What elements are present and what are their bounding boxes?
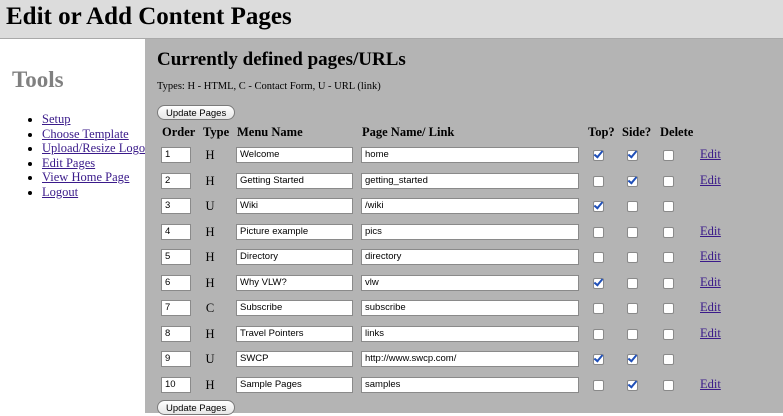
delete-checkbox[interactable]: [663, 201, 674, 212]
menu-name-input[interactable]: Directory: [236, 249, 353, 265]
side-checkbox[interactable]: [627, 380, 638, 391]
table-row: [145, 222, 783, 242]
table-row: [145, 171, 783, 191]
upload-resize-logo-link[interactable]: Upload/Resize Logo: [42, 141, 146, 155]
type-code: H: [205, 250, 215, 264]
tools-item-logout: [42, 185, 152, 200]
type-code: H: [205, 224, 215, 239]
delete-checkbox[interactable]: [663, 150, 674, 161]
section-heading: Currently defined pages/URLs: [157, 49, 406, 70]
side-checkbox[interactable]: [627, 354, 638, 365]
order-input[interactable]: 7: [161, 300, 191, 316]
tools-item-edit-pages: [42, 156, 152, 171]
type-code: C: [205, 301, 215, 315]
header-type: Type: [203, 125, 230, 139]
top-checkbox[interactable]: [593, 201, 604, 212]
type-code: H: [205, 326, 215, 341]
delete-checkbox[interactable]: [663, 303, 674, 314]
type-code: H: [205, 148, 215, 162]
tools-heading: Tools: [12, 67, 64, 92]
delete-checkbox[interactable]: [663, 227, 674, 238]
delete-checkbox[interactable]: [663, 278, 674, 289]
type-code: U: [205, 352, 215, 366]
delete-checkbox[interactable]: [663, 380, 674, 391]
menu-name-input[interactable]: Getting Started: [236, 173, 353, 189]
tools-item-upload-logo: [42, 141, 152, 156]
top-checkbox[interactable]: [593, 303, 604, 314]
delete-checkbox[interactable]: [663, 252, 674, 263]
page-name-input[interactable]: pics: [361, 224, 579, 240]
logout-link[interactable]: Logout: [42, 184, 79, 199]
header-top: Top?: [588, 125, 615, 139]
page-name-input[interactable]: subscribe: [361, 300, 579, 316]
table-row: [145, 298, 783, 318]
top-checkbox[interactable]: [593, 150, 604, 161]
update-pages-button-top[interactable]: Update Pages: [157, 105, 235, 120]
table-row: [145, 196, 783, 216]
delete-checkbox[interactable]: [663, 176, 674, 187]
top-checkbox[interactable]: [593, 227, 604, 238]
side-checkbox[interactable]: [627, 329, 638, 340]
menu-name-input[interactable]: Wiki: [236, 198, 353, 214]
top-checkbox[interactable]: [593, 329, 604, 340]
header-order: Order: [162, 125, 196, 139]
side-checkbox[interactable]: [627, 303, 638, 314]
edit-link[interactable]: Edit: [700, 325, 721, 340]
page-name-input[interactable]: home: [361, 147, 579, 163]
tools-item-setup: [42, 112, 152, 127]
edit-link[interactable]: Edit: [700, 300, 721, 314]
order-input[interactable]: 1: [161, 147, 191, 163]
menu-name-input[interactable]: Travel Pointers: [236, 326, 353, 342]
page-name-input[interactable]: vlw: [361, 275, 579, 291]
menu-name-input[interactable]: Why VLW?: [236, 275, 353, 291]
page-name-input[interactable]: /wiki: [361, 198, 579, 214]
order-input[interactable]: 9: [161, 351, 191, 367]
type-code: U: [205, 199, 215, 213]
pages-panel: [145, 39, 783, 413]
edit-link[interactable]: Edit: [700, 249, 721, 263]
type-code: H: [205, 377, 215, 392]
table-row: [145, 375, 783, 395]
top-checkbox[interactable]: [593, 252, 604, 263]
order-input[interactable]: 2: [161, 173, 191, 189]
types-legend: Types: H - HTML, C - Contact Form, U - URL (link): [157, 81, 381, 92]
menu-name-input[interactable]: SWCP: [236, 351, 353, 367]
table-row: [145, 273, 783, 293]
edit-link[interactable]: Edit: [700, 172, 721, 187]
tools-item-choose-template: [42, 127, 152, 142]
tools-list: [28, 112, 152, 199]
side-checkbox[interactable]: [627, 252, 638, 263]
table-row: [145, 145, 783, 165]
header-side: Side?: [622, 125, 652, 139]
table-row: [145, 324, 783, 344]
page-name-input[interactable]: http://www.swcp.com/: [361, 351, 579, 367]
order-input[interactable]: 6: [161, 275, 191, 291]
view-home-page-link[interactable]: View Home Page: [42, 170, 130, 184]
side-checkbox[interactable]: [627, 201, 638, 212]
edit-pages-link[interactable]: Edit Pages: [42, 155, 96, 170]
order-input[interactable]: 5: [161, 249, 191, 265]
edit-link[interactable]: Edit: [700, 376, 721, 391]
edit-link[interactable]: Edit: [700, 223, 721, 238]
side-checkbox[interactable]: [627, 176, 638, 187]
edit-link[interactable]: Edit: [700, 274, 721, 289]
menu-name-input[interactable]: Subscribe: [236, 300, 353, 316]
setup-link[interactable]: Setup: [42, 112, 71, 126]
table-row: [145, 247, 783, 267]
order-input[interactable]: 4: [161, 224, 191, 240]
menu-name-input[interactable]: Welcome: [236, 147, 353, 163]
top-checkbox[interactable]: [593, 176, 604, 187]
order-input[interactable]: 8: [161, 326, 191, 342]
table-row: [145, 349, 783, 369]
title-bar: [0, 0, 783, 39]
sidebar: [0, 39, 145, 413]
delete-checkbox[interactable]: [663, 354, 674, 365]
menu-name-input[interactable]: Picture example: [236, 224, 353, 240]
side-checkbox[interactable]: [627, 278, 638, 289]
order-input[interactable]: 10: [161, 377, 191, 393]
order-input[interactable]: 3: [161, 198, 191, 214]
header-menu-name: Menu Name: [237, 125, 303, 139]
delete-checkbox[interactable]: [663, 329, 674, 340]
side-checkbox[interactable]: [627, 227, 638, 238]
edit-link[interactable]: Edit: [700, 147, 721, 161]
tools-item-view-home: [42, 170, 152, 185]
type-code: H: [205, 173, 215, 188]
header-page-name: Page Name/ Link: [362, 125, 455, 139]
update-pages-button-bottom[interactable]: Update Pages: [157, 400, 235, 415]
choose-template-link[interactable]: Choose Template: [42, 126, 129, 141]
side-checkbox[interactable]: [627, 150, 638, 161]
top-checkbox[interactable]: [593, 380, 604, 391]
header-delete: Delete: [660, 125, 694, 139]
type-code: H: [205, 275, 215, 290]
page-name-input[interactable]: directory: [361, 249, 579, 265]
menu-name-input[interactable]: Sample Pages: [236, 377, 353, 393]
page-name-input[interactable]: links: [361, 326, 579, 342]
top-checkbox[interactable]: [593, 278, 604, 289]
top-checkbox[interactable]: [593, 354, 604, 365]
page-name-input[interactable]: samples: [361, 377, 579, 393]
page-title: Edit or Add Content Pages: [6, 3, 292, 30]
page-name-input[interactable]: getting_started: [361, 173, 579, 189]
